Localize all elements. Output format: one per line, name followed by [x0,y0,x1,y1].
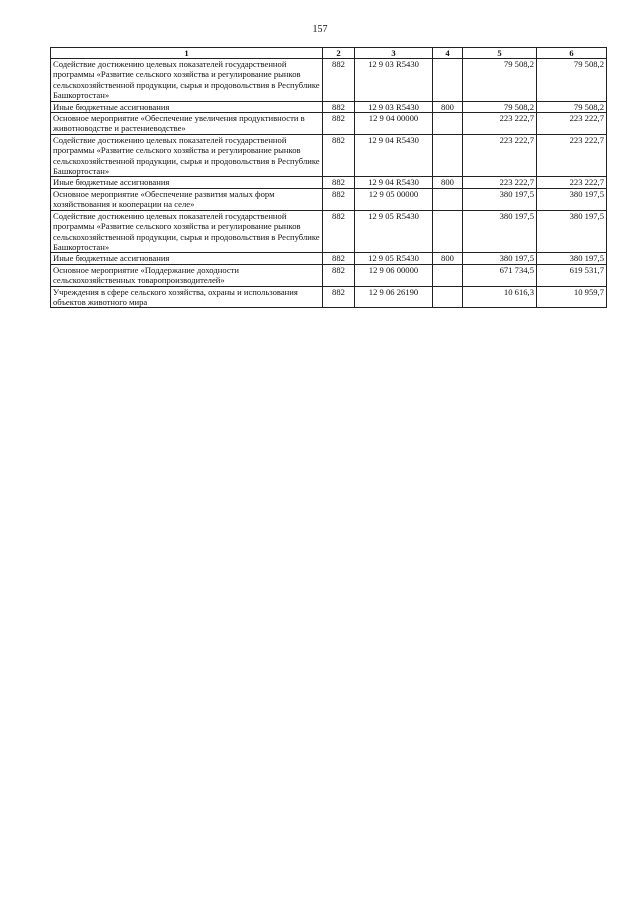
col-header-csr: 3 [355,48,433,59]
row-name: Содействие достижению целевых показателей государственной программы «Развитие сельского хозяйства и регулирование рынков сельскохозяйственной продукции, сырья и продовольствия в Республике Башкортостан» [51,59,323,102]
row-sum2: 223 222,7 [537,177,607,188]
row-sum1: 380 197,5 [463,188,537,210]
row-sum1: 79 508,2 [463,101,537,112]
col-header-sum1: 5 [463,48,537,59]
table-row [51,188,607,210]
row-name: Основное мероприятие «Обеспечение развития малых форм хозяйствования и кооперации на селе» [51,188,323,210]
row-sum1: 223 222,7 [463,113,537,135]
row-sum2: 223 222,7 [537,113,607,135]
row-ved: 882 [323,188,355,210]
row-sum2: 79 508,2 [537,101,607,112]
row-vr [433,188,463,210]
row-vr [433,210,463,253]
header-row [51,48,607,59]
row-name: Иные бюджетные ассигнования [51,101,323,112]
row-ved: 882 [323,101,355,112]
budget-table [50,47,607,308]
row-sum2: 10 959,7 [537,286,607,308]
row-csr: 12 9 05 R5430 [355,210,433,253]
row-sum2: 380 197,5 [537,210,607,253]
table-row [51,264,607,286]
row-csr: 12 9 05 00000 [355,188,433,210]
row-sum1: 380 197,5 [463,210,537,253]
row-ved: 882 [323,113,355,135]
table-row [51,253,607,264]
row-vr: 800 [433,101,463,112]
row-csr: 12 9 03 R5430 [355,59,433,102]
row-vr [433,264,463,286]
row-name: Содействие достижению целевых показателей государственной программы «Развитие сельского хозяйства и регулирование рынков сельскохозяйственной продукции, сырья и продовольствия в Республике Башкортостан» [51,210,323,253]
row-ved: 882 [323,286,355,308]
col-header-sum2: 6 [537,48,607,59]
row-name: Учреждения в сфере сельского хозяйства, охраны и использования объектов животного мира [51,286,323,308]
table-row [51,59,607,102]
row-sum2: 619 531,7 [537,264,607,286]
row-ved: 882 [323,210,355,253]
row-sum2: 79 508,2 [537,59,607,102]
col-header-ved: 2 [323,48,355,59]
row-sum1: 223 222,7 [463,134,537,177]
row-csr: 12 9 06 00000 [355,264,433,286]
col-header-name: 1 [51,48,323,59]
row-sum2: 223 222,7 [537,134,607,177]
row-csr: 12 9 05 R5430 [355,253,433,264]
table-row [51,177,607,188]
row-name: Иные бюджетные ассигнования [51,253,323,264]
table-row [51,210,607,253]
row-sum1: 223 222,7 [463,177,537,188]
col-header-vr: 4 [433,48,463,59]
row-csr: 12 9 04 00000 [355,113,433,135]
row-name: Иные бюджетные ассигнования [51,177,323,188]
row-vr: 800 [433,177,463,188]
table-row [51,113,607,135]
row-ved: 882 [323,134,355,177]
page-number: 157 [312,24,328,35]
row-vr [433,286,463,308]
row-sum2: 380 197,5 [537,253,607,264]
row-csr: 12 9 04 R5430 [355,134,433,177]
row-sum1: 10 616,3 [463,286,537,308]
row-sum1: 380 197,5 [463,253,537,264]
row-ved: 882 [323,253,355,264]
row-ved: 882 [323,264,355,286]
row-name: Содействие достижению целевых показателей государственной программы «Развитие сельского хозяйства и регулирование рынков сельскохозяйственной продукции, сырья и продовольствия в Республике Башкортостан» [51,134,323,177]
row-csr: 12 9 03 R5430 [355,101,433,112]
row-vr: 800 [433,253,463,264]
row-sum1: 79 508,2 [463,59,537,102]
row-sum2: 380 197,5 [537,188,607,210]
row-name: Основное мероприятие «Обеспечение увеличения продуктивности в животноводстве и растениеводстве» [51,113,323,135]
row-vr [433,113,463,135]
row-csr: 12 9 04 R5430 [355,177,433,188]
row-vr [433,59,463,102]
table-row [51,101,607,112]
row-ved: 882 [323,59,355,102]
row-ved: 882 [323,177,355,188]
table-row [51,134,607,177]
row-sum1: 671 734,5 [463,264,537,286]
row-name: Основное мероприятие «Поддержание доходности сельскохозяйственных товаропроизводителей» [51,264,323,286]
row-vr [433,134,463,177]
table-row [51,286,607,308]
row-csr: 12 9 06 26190 [355,286,433,308]
